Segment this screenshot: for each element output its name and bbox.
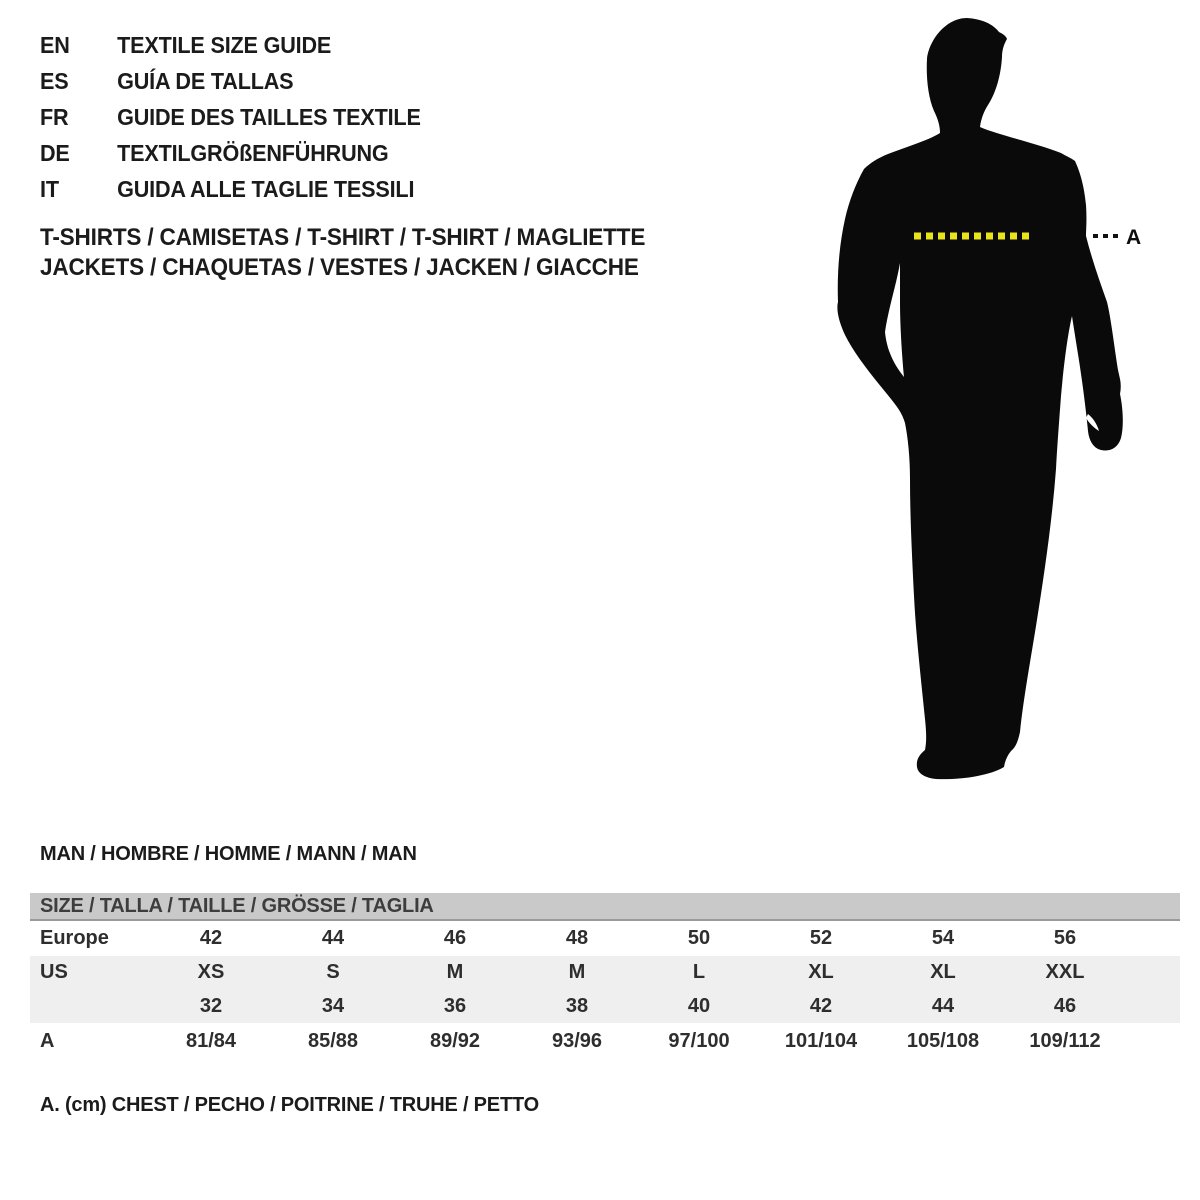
size-cell: 89/92 bbox=[429, 1029, 481, 1052]
size-cell: 81/84 bbox=[185, 1029, 237, 1052]
guide-title: GUIDE DES TAILLES TEXTILE bbox=[117, 104, 421, 130]
size-cell: 85/88 bbox=[307, 1029, 359, 1052]
size-cell: 97/100 bbox=[668, 1029, 730, 1052]
size-cell: 52 bbox=[809, 927, 833, 949]
size-cell: 50 bbox=[687, 927, 711, 949]
product-category-line: JACKETS / CHAQUETAS / VESTES / JACKEN / GIACCHE bbox=[40, 254, 639, 281]
size-cell: 54 bbox=[931, 927, 955, 949]
size-cell: 42 bbox=[199, 927, 223, 949]
guide-title: TEXTILE SIZE GUIDE bbox=[117, 32, 332, 58]
man-silhouette bbox=[837, 18, 1122, 779]
size-cell: 32 bbox=[199, 994, 223, 1017]
language-code: IT bbox=[40, 176, 59, 202]
size-cell: 38 bbox=[565, 994, 589, 1017]
language-code: FR bbox=[40, 104, 69, 130]
size-cell: M bbox=[568, 961, 586, 983]
size-cell: XL bbox=[808, 961, 834, 983]
language-row bbox=[40, 99, 421, 135]
guide-title: GUÍA DE TALLAS bbox=[117, 68, 294, 94]
size-cell: XS bbox=[197, 961, 225, 983]
size-cell: XXL bbox=[1045, 961, 1085, 983]
size-cell: 105/108 bbox=[906, 1029, 980, 1052]
size-cell: 48 bbox=[565, 927, 589, 949]
size-cell: 36 bbox=[443, 994, 467, 1017]
size-row-numeric bbox=[30, 989, 1180, 1023]
size-cell: 44 bbox=[321, 927, 345, 949]
size-cell: S bbox=[326, 961, 340, 983]
row-label: Europe bbox=[40, 927, 109, 949]
size-cell: 34 bbox=[321, 994, 345, 1017]
language-code: ES bbox=[40, 68, 69, 94]
size-cell: L bbox=[692, 961, 706, 983]
language-row bbox=[40, 135, 421, 171]
language-code: DE bbox=[40, 140, 70, 166]
language-row bbox=[40, 63, 421, 99]
size-cell: 42 bbox=[809, 994, 833, 1017]
size-cell: 56 bbox=[1053, 927, 1077, 949]
size-row-europe bbox=[30, 921, 1180, 956]
product-category-line: T-SHIRTS / CAMISETAS / T-SHIRT / T-SHIRT / MAGLIETTE bbox=[40, 224, 646, 251]
language-row bbox=[40, 27, 421, 63]
gender-heading: MAN / HOMBRE / HOMME / MANN / MAN bbox=[40, 843, 417, 865]
measurement-footnote: A. (cm) CHEST / PECHO / POITRINE / TRUHE / PETTO bbox=[40, 1094, 539, 1116]
size-cell: XL bbox=[930, 961, 956, 983]
size-row-chest bbox=[30, 1023, 1180, 1059]
size-cell: 109/112 bbox=[1029, 1029, 1101, 1052]
measurement-label-a: A bbox=[1126, 226, 1142, 249]
size-cell: 44 bbox=[931, 994, 955, 1017]
size-row-us bbox=[30, 956, 1180, 989]
size-cell: 93/96 bbox=[551, 1029, 603, 1052]
guide-title: TEXTILGRÖßENFÜHRUNG bbox=[117, 140, 389, 166]
size-cell: 101/104 bbox=[784, 1029, 858, 1052]
size-cell: 40 bbox=[687, 994, 711, 1017]
product-categories bbox=[40, 223, 645, 283]
size-table bbox=[30, 893, 1180, 1059]
size-cell: 46 bbox=[1053, 994, 1077, 1017]
language-list bbox=[40, 27, 421, 207]
man-silhouette-figure bbox=[830, 10, 1150, 790]
size-table-header: SIZE / TALLA / TAILLE / GRÖSSE / TAGLIA bbox=[30, 893, 1180, 921]
size-cell: 46 bbox=[443, 927, 467, 949]
language-row bbox=[40, 171, 421, 207]
guide-title: GUIDA ALLE TAGLIE TESSILI bbox=[117, 176, 415, 202]
size-cell: M bbox=[446, 961, 464, 983]
language-code: EN bbox=[40, 32, 70, 58]
row-label: US bbox=[40, 961, 68, 983]
row-label: A bbox=[40, 1029, 55, 1052]
